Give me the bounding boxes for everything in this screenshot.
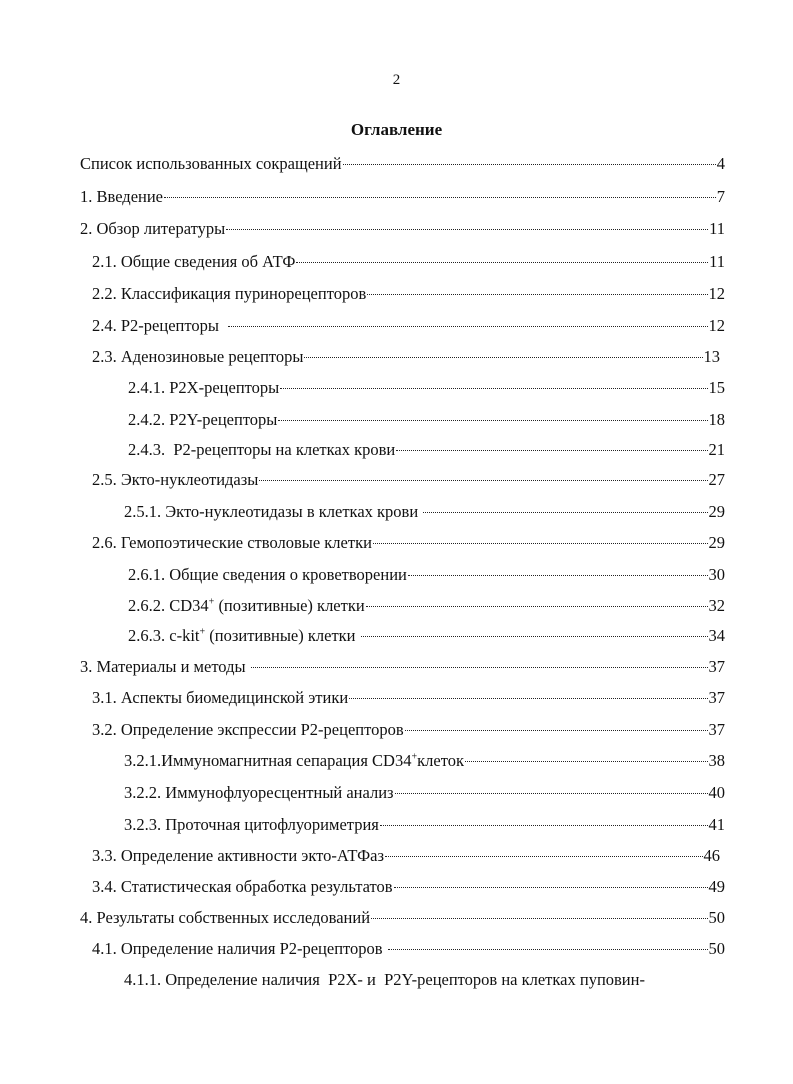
page-number: 2 xyxy=(392,72,401,88)
toc-entry-label: 2.4.1. P2X-рецепторы xyxy=(128,378,280,397)
toc-entry-page: 11 xyxy=(709,219,725,238)
toc-leader-dots xyxy=(408,575,708,576)
toc-entry-label: 2.6. Гемопоэтические стволовые клетки xyxy=(92,533,372,552)
toc-leader-dots xyxy=(280,388,707,389)
toc-entry-page: 18 xyxy=(708,410,725,429)
toc-entry[interactable] xyxy=(128,440,725,464)
toc-leader-dots xyxy=(380,825,708,826)
toc-entry-label: 1. Введение xyxy=(80,187,164,206)
toc-label-text: (позитивные) клетки xyxy=(205,626,360,645)
toc-leader-dots xyxy=(304,357,702,358)
toc-title: Оглавление xyxy=(350,120,443,139)
toc-label-text: 2.6.2. CD34 xyxy=(128,596,209,615)
toc-entry[interactable] xyxy=(92,284,725,308)
toc-entry-label: 2.5.1. Экто-нуклеотидазы в клетках крови xyxy=(124,502,423,521)
toc-label-text: 3.2.1.Иммуномагнитная сепарация CD34 xyxy=(124,751,412,770)
toc-entry[interactable] xyxy=(92,316,725,340)
toc-label-text: клеток xyxy=(417,751,464,770)
toc-entry-page: 50 xyxy=(708,939,725,958)
toc-leader-dots xyxy=(405,730,708,731)
toc-entry[interactable] xyxy=(124,502,725,526)
toc-entry[interactable] xyxy=(92,877,725,901)
toc-leader-dots xyxy=(164,197,716,198)
toc-entry-page: 13 xyxy=(703,347,720,366)
superscript-plus: + xyxy=(199,626,206,638)
toc-entry-label: 4. Результаты собственных исследований xyxy=(80,908,371,927)
toc-entry-label: 2.1. Общие сведения об АТФ xyxy=(92,252,296,271)
toc-leader-dots xyxy=(343,164,716,165)
toc-entry-page: 46 xyxy=(703,846,720,865)
toc-leader-dots xyxy=(371,918,707,919)
toc-entry-page: 30 xyxy=(708,565,725,584)
toc-leader-dots xyxy=(373,543,708,544)
toc-entry-page: 49 xyxy=(708,877,725,896)
toc-entry-page: 32 xyxy=(708,596,725,615)
toc-entry-page: 29 xyxy=(708,533,725,552)
toc-entry-label xyxy=(124,751,464,771)
toc-entry-page: 4 xyxy=(716,154,725,173)
toc-entry[interactable] xyxy=(80,154,725,178)
toc-entry[interactable] xyxy=(80,219,725,243)
toc-entry[interactable] xyxy=(92,688,725,712)
toc-entry-label: 2. Обзор литературы xyxy=(80,219,226,238)
toc-entry-label: 2.2. Классификация пуринорецепторов xyxy=(92,284,367,303)
toc-entry-label: 3.2.3. Проточная цитофлуориметрия xyxy=(124,815,379,834)
toc-entry-page: 27 xyxy=(708,470,725,489)
toc-leader-dots xyxy=(394,887,708,888)
toc-entry[interactable] xyxy=(128,378,725,402)
toc-entry-page: 37 xyxy=(708,688,725,707)
toc-entry-page: 15 xyxy=(708,378,725,397)
toc-leader-dots xyxy=(361,636,708,637)
toc-entry[interactable] xyxy=(92,720,725,744)
toc-entry-page: 7 xyxy=(716,187,725,206)
toc-entry-label: 3.2. Определение экспрессии Р2-рецепторов xyxy=(92,720,404,739)
toc-entry-page: 37 xyxy=(708,657,725,676)
toc-entry-label: 3.1. Аспекты биомедицинской этики xyxy=(92,688,349,707)
toc-entry-label: 2.3. Аденозиновые рецепторы xyxy=(92,347,304,366)
toc-leader-dots xyxy=(296,262,708,263)
toc-entry-label: 3.2.2. Иммунофлуоресцентный анализ xyxy=(124,783,394,802)
toc-entry-page: 21 xyxy=(708,440,725,459)
toc-entry[interactable] xyxy=(92,846,720,870)
toc-entry[interactable] xyxy=(128,410,725,434)
toc-entry-page: 37 xyxy=(708,720,725,739)
toc-entry-label: 4.1.1. Определение наличия Р2Х- и P2Y-рецепторов на клетках пуповин- xyxy=(124,970,645,989)
toc-entry[interactable] xyxy=(124,751,725,775)
toc-entry-label: 3.4. Статистическая обработка результатов xyxy=(92,877,393,896)
toc-leader-dots xyxy=(367,294,707,295)
toc-entry-page: 11 xyxy=(709,252,725,271)
toc-entry-label: 3. Материалы и методы xyxy=(80,657,250,676)
toc-entry[interactable] xyxy=(124,783,725,807)
toc-entry[interactable] xyxy=(124,815,725,839)
toc-entry-label xyxy=(128,626,360,646)
toc-leader-dots xyxy=(465,761,708,762)
toc-entry[interactable] xyxy=(92,252,725,276)
toc-entry[interactable] xyxy=(92,470,725,494)
toc-entry-label: 4.1. Определение наличия Р2-рецепторов xyxy=(92,939,387,958)
toc-leader-dots xyxy=(349,698,707,699)
toc-leader-dots xyxy=(228,326,707,327)
toc-entry-label: 2.6.1. Общие сведения о кроветворении xyxy=(128,565,407,584)
toc-entry-label: 2.4.3. Р2-рецепторы на клетках крови xyxy=(128,440,396,459)
toc-leader-dots xyxy=(251,667,708,668)
toc-entry[interactable] xyxy=(128,626,725,650)
toc-entry[interactable] xyxy=(92,533,725,557)
toc-entry-page: 50 xyxy=(708,908,725,927)
toc-entry[interactable] xyxy=(92,939,725,963)
toc-entry[interactable] xyxy=(128,596,725,620)
toc-entry-page: 40 xyxy=(708,783,725,802)
toc-entry-page: 34 xyxy=(708,626,725,645)
toc-leader-dots xyxy=(396,450,707,451)
toc-entry[interactable] xyxy=(124,970,725,994)
toc-leader-dots xyxy=(423,512,707,513)
toc-entry[interactable] xyxy=(80,187,725,211)
toc-leader-dots xyxy=(366,606,708,607)
toc-entry-page: 38 xyxy=(708,751,725,770)
toc-entry-label: 2.4.2. P2Y-рецепторы xyxy=(128,410,278,429)
toc-label-text: (позитивные) клетки xyxy=(214,596,365,615)
toc-entry[interactable] xyxy=(80,908,725,932)
toc-leader-dots xyxy=(388,949,708,950)
toc-entry-page: 41 xyxy=(708,815,725,834)
toc-entry-page: 12 xyxy=(708,316,725,335)
toc-entry-page: 12 xyxy=(708,284,725,303)
toc-label-text: 2.6.3. c-kit xyxy=(128,626,200,645)
toc-entry-page: 29 xyxy=(708,502,725,521)
toc-entry-label: 2.5. Экто-нуклеотидазы xyxy=(92,470,259,489)
superscript-plus: + xyxy=(411,751,418,763)
toc-leader-dots xyxy=(385,856,703,857)
toc-leader-dots xyxy=(259,480,707,481)
toc-entry-label: 3.3. Определение активности экто-АТФаз xyxy=(92,846,384,865)
toc-entry[interactable] xyxy=(92,347,720,371)
toc-entry-label: 2.4. Р2-рецепторы xyxy=(92,316,228,335)
toc-leader-dots xyxy=(278,420,707,421)
toc-entry-label xyxy=(128,596,365,616)
toc-entry[interactable] xyxy=(80,657,725,681)
toc-entry[interactable] xyxy=(128,565,725,589)
toc-leader-dots xyxy=(395,793,708,794)
toc-entry-label: Список использованных сокращений xyxy=(80,154,342,173)
toc-leader-dots xyxy=(226,229,708,230)
superscript-plus: + xyxy=(208,596,215,608)
